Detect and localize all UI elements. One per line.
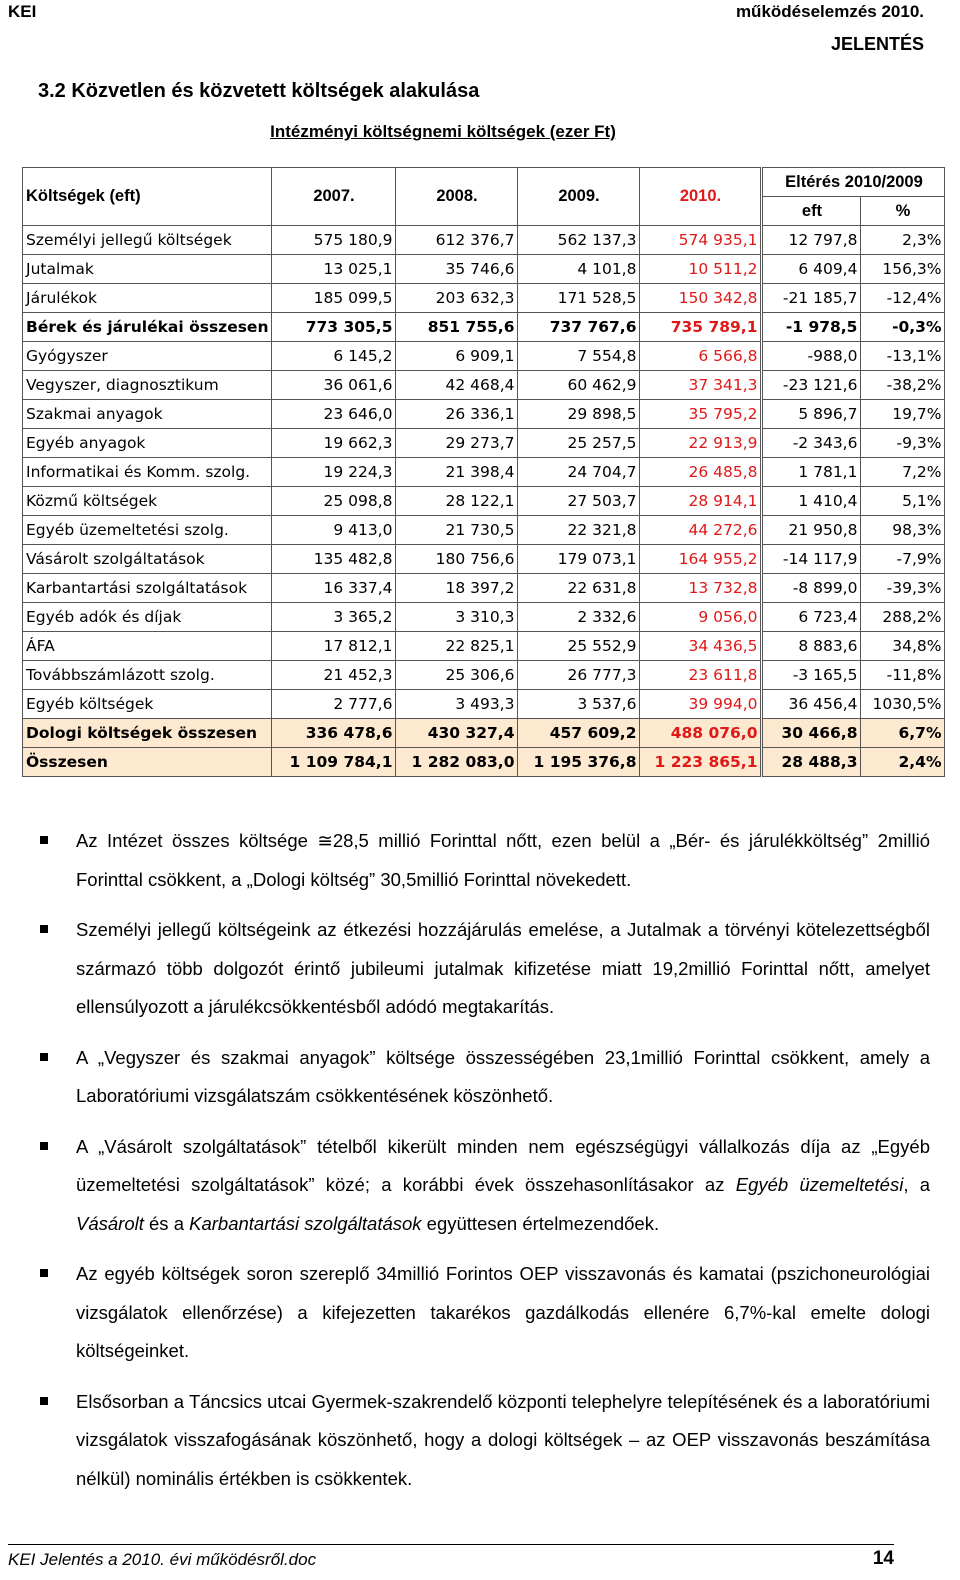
value-2007: 135 482,8 <box>272 545 396 574</box>
row-label: Összesen <box>23 748 272 777</box>
value-2010: 35 795,2 <box>640 400 762 429</box>
value-diff-pct: 19,7% <box>861 400 945 429</box>
header-right-line1: működéselemzés 2010. <box>735 2 924 21</box>
value-diff-pct: 156,3% <box>861 255 945 284</box>
value-2009: 457 609,2 <box>518 719 640 748</box>
row-label: Közmű költségek <box>23 487 272 516</box>
header-2008: 2008. <box>396 168 518 226</box>
row-label: Személyi jellegű költségek <box>23 226 272 255</box>
value-2010: 574 935,1 <box>640 226 762 255</box>
value-2007: 17 812,1 <box>272 632 396 661</box>
value-diff-eft: 1 410,4 <box>762 487 861 516</box>
value-2008: 180 756,6 <box>396 545 518 574</box>
row-label: Bérek és járulékai összesen <box>23 313 272 342</box>
value-2008: 203 632,3 <box>396 284 518 313</box>
value-2007: 3 365,2 <box>272 603 396 632</box>
table-title: Intézményi költségnemi költségek (ezer Ft) <box>270 122 616 141</box>
value-2009: 25 552,9 <box>518 632 640 661</box>
header-2010: 2010. <box>640 168 762 226</box>
value-2007: 19 662,3 <box>272 429 396 458</box>
value-2010: 23 611,8 <box>640 661 762 690</box>
table-row <box>23 400 945 429</box>
value-2007: 185 099,5 <box>272 284 396 313</box>
bullet-square-icon <box>40 1142 48 1150</box>
row-label: Informatikai és Komm. szolg. <box>23 458 272 487</box>
value-diff-eft: -23 121,6 <box>762 371 861 400</box>
value-2007: 36 061,6 <box>272 371 396 400</box>
value-2010: 9 056,0 <box>640 603 762 632</box>
value-2007: 1 109 784,1 <box>272 748 396 777</box>
page-number: 14 <box>872 1548 894 1569</box>
value-2008: 21 398,4 <box>396 458 518 487</box>
bullet-square-icon <box>40 1397 48 1405</box>
header-right-line2: JELENTÉS <box>830 34 924 54</box>
row-label: Egyéb üzemeltetési szolg. <box>23 516 272 545</box>
value-2010: 44 272,6 <box>640 516 762 545</box>
bullet-item <box>40 1255 930 1371</box>
value-2009: 22 321,8 <box>518 516 640 545</box>
value-2009: 26 777,3 <box>518 661 640 690</box>
value-diff-pct: -0,3% <box>861 313 945 342</box>
value-diff-pct: 288,2% <box>861 603 945 632</box>
value-2008: 22 825,1 <box>396 632 518 661</box>
value-diff-eft: 28 488,3 <box>762 748 861 777</box>
value-2009: 171 528,5 <box>518 284 640 313</box>
value-2009: 7 554,8 <box>518 342 640 371</box>
value-2009: 179 073,1 <box>518 545 640 574</box>
row-label: Gyógyszer <box>23 342 272 371</box>
bullet-list <box>40 822 930 1510</box>
value-2009: 22 631,8 <box>518 574 640 603</box>
row-label: Egyéb adók és díjak <box>23 603 272 632</box>
value-diff-pct: 98,3% <box>861 516 945 545</box>
value-diff-pct: -12,4% <box>861 284 945 313</box>
value-2007: 6 145,2 <box>272 342 396 371</box>
value-diff-eft: 30 466,8 <box>762 719 861 748</box>
table-row <box>23 342 945 371</box>
cost-table <box>22 167 945 777</box>
header-left: KEI <box>8 2 37 21</box>
table-row <box>23 255 945 284</box>
value-2007: 9 413,0 <box>272 516 396 545</box>
value-2008: 25 306,6 <box>396 661 518 690</box>
value-diff-pct: -39,3% <box>861 574 945 603</box>
value-2010: 488 076,0 <box>640 719 762 748</box>
value-diff-eft: 6 723,4 <box>762 603 861 632</box>
value-2009: 562 137,3 <box>518 226 640 255</box>
value-diff-eft: 21 950,8 <box>762 516 861 545</box>
table-row <box>23 632 945 661</box>
header-cost-label: Költségek (eft) <box>23 168 272 226</box>
value-2007: 2 777,6 <box>272 690 396 719</box>
table-row <box>23 516 945 545</box>
header-diff-group: Eltérés 2010/2009 <box>762 168 945 197</box>
bullet-item <box>40 1128 930 1244</box>
table-row <box>23 545 945 574</box>
table-row <box>23 226 945 255</box>
value-2010: 10 511,2 <box>640 255 762 284</box>
value-2007: 19 224,3 <box>272 458 396 487</box>
table-row <box>23 603 945 632</box>
value-2007: 773 305,5 <box>272 313 396 342</box>
header-diff-eft: eft <box>762 197 861 226</box>
row-label: ÁFA <box>23 632 272 661</box>
value-diff-eft: 1 781,1 <box>762 458 861 487</box>
bullet-text: Az Intézet összes költsége ≅28,5 millió Forinttal nőtt, ezen belül a „Bér- és járulékköltség” 2millió Forinttal csökkent, a „Dologi költség” 30,5millió Forinttal növekedett. <box>76 830 930 890</box>
bullet-item <box>40 1383 930 1499</box>
table-row <box>23 458 945 487</box>
row-label: Karbantartási szolgáltatások <box>23 574 272 603</box>
value-diff-pct: -7,9% <box>861 545 945 574</box>
value-2008: 35 746,6 <box>396 255 518 284</box>
value-diff-pct: 7,2% <box>861 458 945 487</box>
value-diff-pct: -11,8% <box>861 661 945 690</box>
value-2010: 150 342,8 <box>640 284 762 313</box>
row-label: Jutalmak <box>23 255 272 284</box>
header-2007: 2007. <box>272 168 396 226</box>
value-diff-eft: -2 343,6 <box>762 429 861 458</box>
value-2007: 336 478,6 <box>272 719 396 748</box>
value-2009: 1 195 376,8 <box>518 748 640 777</box>
table-row <box>23 748 945 777</box>
value-2010: 34 436,5 <box>640 632 762 661</box>
bullet-item <box>40 822 930 899</box>
bullet-text: A „Vásárolt szolgáltatások” tételből kikerült minden nem egészségügyi vállalkozás díja az „Egyéb üzemeltetési szolgáltatások” közé; a korábbi évek összehasonlításakor az Egyéb üzemeltetési, a Vásárolt és a Karbantartási szolgáltatások együttesen értelmezendőek. <box>76 1135 930 1234</box>
bullet-item <box>40 911 930 1027</box>
value-diff-eft: -1 978,5 <box>762 313 861 342</box>
value-diff-eft: 8 883,6 <box>762 632 861 661</box>
table-row <box>23 284 945 313</box>
value-2008: 851 755,6 <box>396 313 518 342</box>
table-row <box>23 429 945 458</box>
value-diff-pct: -13,1% <box>861 342 945 371</box>
row-label: Szakmai anyagok <box>23 400 272 429</box>
value-2008: 3 310,3 <box>396 603 518 632</box>
value-diff-eft: 36 456,4 <box>762 690 861 719</box>
bullet-square-icon <box>40 925 48 933</box>
value-diff-eft: -3 165,5 <box>762 661 861 690</box>
value-diff-pct: -9,3% <box>861 429 945 458</box>
row-label: Egyéb anyagok <box>23 429 272 458</box>
bullet-text: Az egyéb költségek soron szereplő 34millió Forintos OEP visszavonás és kamatai (pszichoneurológiai vizsgálatok ellenőrzése) a kifejezetten takarékos gazdálkodás ellenére 6,7%-kal emelte dologi költségeinket. <box>76 1263 930 1361</box>
row-label: Járulékok <box>23 284 272 313</box>
value-2010: 37 341,3 <box>640 371 762 400</box>
value-2010: 1 223 865,1 <box>640 748 762 777</box>
bullet-square-icon <box>40 836 48 844</box>
value-2007: 575 180,9 <box>272 226 396 255</box>
value-2007: 23 646,0 <box>272 400 396 429</box>
value-2010: 735 789,1 <box>640 313 762 342</box>
value-diff-pct: 5,1% <box>861 487 945 516</box>
value-2008: 42 468,4 <box>396 371 518 400</box>
value-diff-eft: -14 117,9 <box>762 545 861 574</box>
value-2010: 6 566,8 <box>640 342 762 371</box>
value-2009: 25 257,5 <box>518 429 640 458</box>
value-2009: 2 332,6 <box>518 603 640 632</box>
bullet-square-icon <box>40 1053 48 1061</box>
value-2007: 25 098,8 <box>272 487 396 516</box>
value-2009: 60 462,9 <box>518 371 640 400</box>
value-2010: 39 994,0 <box>640 690 762 719</box>
value-2008: 1 282 083,0 <box>396 748 518 777</box>
value-2009: 29 898,5 <box>518 400 640 429</box>
value-2010: 13 732,8 <box>640 574 762 603</box>
table-row <box>23 371 945 400</box>
value-2008: 430 327,4 <box>396 719 518 748</box>
value-2010: 28 914,1 <box>640 487 762 516</box>
value-2010: 22 913,9 <box>640 429 762 458</box>
row-label: Továbbszámlázott szolg. <box>23 661 272 690</box>
value-diff-eft: -21 185,7 <box>762 284 861 313</box>
bullet-text: A „Vegyszer és szakmai anyagok” költsége összességében 23,1millió Forinttal csökkent, amely a Laboratóriumi vizsgálatszám csökkentésének köszönhető. <box>76 1046 930 1106</box>
table-row <box>23 574 945 603</box>
bullet-text: Elsősorban a Táncsics utcai Gyermek-szakrendelő központi telephelyre telepítésének és a laboratóriumi vizsgálatok visszafogásának köszönhető, hogy a dologi költségek – az OEP visszavonás beszámítása nélkül) nominális értékben is csökkentek. <box>76 1390 930 1489</box>
value-2009: 24 704,7 <box>518 458 640 487</box>
value-diff-pct: 2,4% <box>861 748 945 777</box>
value-2009: 4 101,8 <box>518 255 640 284</box>
value-2008: 26 336,1 <box>396 400 518 429</box>
bullet-item <box>40 1039 930 1116</box>
cost-table-body <box>23 226 945 777</box>
value-diff-pct: 1030,5% <box>861 690 945 719</box>
table-row <box>23 690 945 719</box>
value-2008: 18 397,2 <box>396 574 518 603</box>
value-diff-eft: -988,0 <box>762 342 861 371</box>
value-diff-eft: 12 797,8 <box>762 226 861 255</box>
value-2008: 3 493,3 <box>396 690 518 719</box>
value-2010: 164 955,2 <box>640 545 762 574</box>
value-2007: 21 452,3 <box>272 661 396 690</box>
value-2009: 3 537,6 <box>518 690 640 719</box>
value-diff-eft: -8 899,0 <box>762 574 861 603</box>
bullet-text: Személyi jellegű költségeink az étkezési hozzájárulás emelése, a Jutalmak a törvényi kötelezettségből származó több dolgozót érintő jubileumi jutalmak kifizetése miatt 19,2millió Forinttal nőtt, amelyet ellensúlyozott a járulékcsökkentésből adódó megtakarítás. <box>76 919 930 1017</box>
table-row <box>23 719 945 748</box>
header-diff-pct: % <box>861 197 945 226</box>
value-2010: 26 485,8 <box>640 458 762 487</box>
value-2008: 21 730,5 <box>396 516 518 545</box>
row-label: Vásárolt szolgáltatások <box>23 545 272 574</box>
header-2009: 2009. <box>518 168 640 226</box>
value-diff-eft: 6 409,4 <box>762 255 861 284</box>
section-title: 3.2 Közvetlen és közvetett költségek alakulása <box>38 80 480 102</box>
value-2008: 28 122,1 <box>396 487 518 516</box>
value-diff-eft: 5 896,7 <box>762 400 861 429</box>
value-diff-pct: -38,2% <box>861 371 945 400</box>
value-2009: 27 503,7 <box>518 487 640 516</box>
table-row <box>23 487 945 516</box>
footer-doc-name: KEI Jelentés a 2010. évi működésről.doc <box>8 1550 317 1569</box>
row-label: Egyéb költségek <box>23 690 272 719</box>
row-label: Vegyszer, diagnosztikum <box>23 371 272 400</box>
value-2007: 13 025,1 <box>272 255 396 284</box>
table-row <box>23 313 945 342</box>
row-label: Dologi költségek összesen <box>23 719 272 748</box>
table-row <box>23 661 945 690</box>
value-2009: 737 767,6 <box>518 313 640 342</box>
bullet-square-icon <box>40 1269 48 1277</box>
value-2008: 612 376,7 <box>396 226 518 255</box>
value-2008: 6 909,1 <box>396 342 518 371</box>
value-diff-pct: 2,3% <box>861 226 945 255</box>
value-diff-pct: 34,8% <box>861 632 945 661</box>
value-2008: 29 273,7 <box>396 429 518 458</box>
value-2007: 16 337,4 <box>272 574 396 603</box>
footer-divider <box>8 1544 894 1545</box>
value-diff-pct: 6,7% <box>861 719 945 748</box>
